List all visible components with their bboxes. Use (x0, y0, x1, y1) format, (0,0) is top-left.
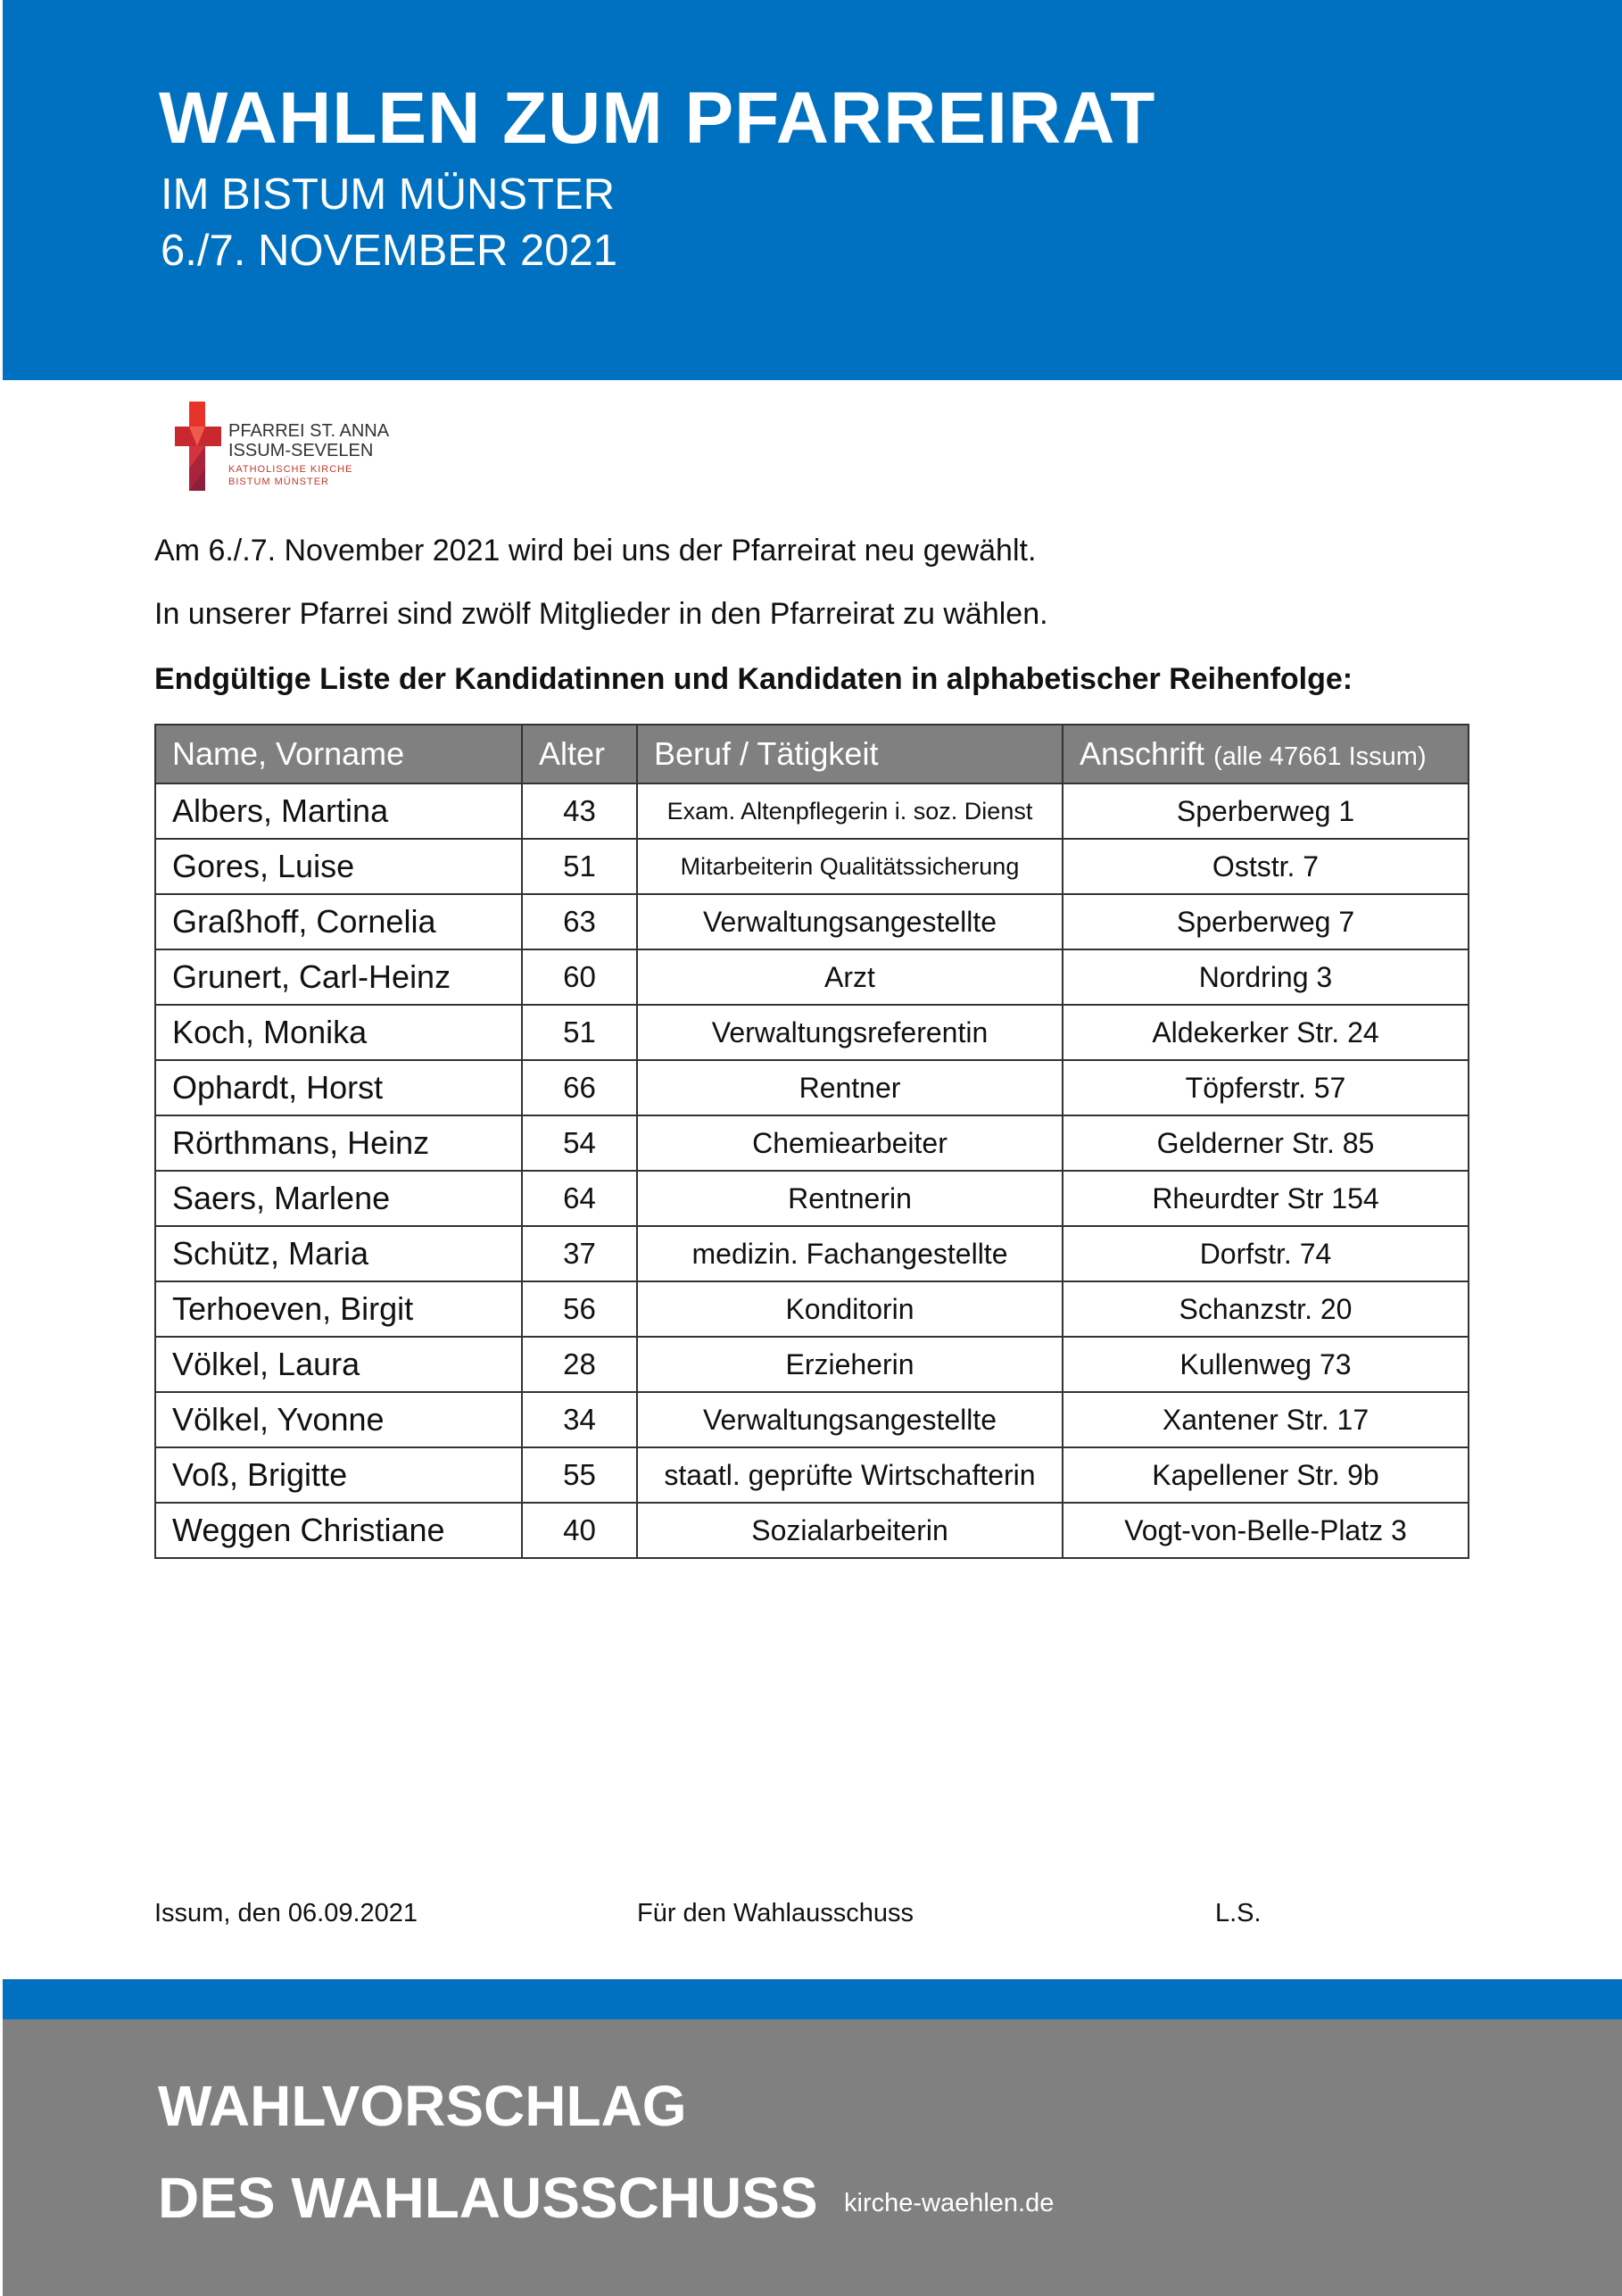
page-subtitle-diocese: IM BISTUM MÜNSTER (161, 170, 616, 219)
footer-committee: Für den Wahlausschuss (637, 1899, 914, 1927)
cell-age: 56 (522, 1281, 637, 1337)
footer-seal: L.S. (1215, 1899, 1262, 1927)
cell-name: Rörthmans, Heinz (155, 1115, 522, 1171)
cell-job: Verwaltungsreferentin (637, 1005, 1063, 1060)
column-header-address (1063, 725, 1469, 783)
cell-age: 51 (522, 1005, 637, 1060)
cell-job: Erzieherin (637, 1337, 1063, 1392)
cell-job: Rentnerin (637, 1171, 1063, 1226)
table-row (155, 949, 1469, 1005)
bottom-blue-band (3, 1979, 1622, 2019)
cell-age: 37 (522, 1226, 637, 1281)
cell-job: Exam. Altenpflegerin i. soz. Dienst (637, 783, 1063, 839)
page-title: WAHLEN ZUM PFARREIRAT (159, 78, 1156, 159)
cross-logo-icon (175, 402, 221, 491)
address-header-note: (alle 47661 Issum) (1213, 742, 1427, 771)
cell-job: Konditorin (637, 1281, 1063, 1337)
cell-age: 51 (522, 839, 637, 894)
cell-name: Ophardt, Horst (155, 1060, 522, 1115)
cell-job: Verwaltungsangestellte (637, 894, 1063, 949)
cell-name: Saers, Marlene (155, 1171, 522, 1226)
cell-job: staatl. geprüfte Wirtschafterin (637, 1447, 1063, 1503)
intro-paragraph-2: In unserer Pfarrei sind zwölf Mitglieder in den Pfarreirat zu wählen. (154, 597, 1048, 631)
cell-job: Arzt (637, 949, 1063, 1005)
column-header-job: Beruf / Tätigkeit (637, 725, 1063, 783)
cell-job: Sozialarbeiterin (637, 1503, 1063, 1558)
intro-paragraph-1: Am 6./.7. November 2021 wird bei uns der Pfarreirat neu gewählt. (154, 534, 1037, 568)
table-row (155, 1337, 1469, 1392)
cell-job: Mitarbeiterin Qualitätssicherung (637, 839, 1063, 894)
logo-diocese: BISTUM MÜNSTER (228, 477, 329, 487)
cell-name: Völkel, Laura (155, 1337, 522, 1392)
cell-name: Grunert, Carl-Heinz (155, 949, 522, 1005)
cell-age: 34 (522, 1392, 637, 1447)
cell-address: Rheurdter Str 154 (1063, 1171, 1469, 1226)
cell-address: Schanzstr. 20 (1063, 1281, 1469, 1337)
cell-job: medizin. Fachangestellte (637, 1226, 1063, 1281)
table-row (155, 1447, 1469, 1503)
cell-name: Koch, Monika (155, 1005, 522, 1060)
table-row (155, 1005, 1469, 1060)
table-row (155, 1503, 1469, 1558)
table-row (155, 1226, 1469, 1281)
cell-address: Kapellener Str. 9b (1063, 1447, 1469, 1503)
logo-parish-location: ISSUM-SEVELEN (228, 441, 374, 460)
table-row (155, 1060, 1469, 1115)
table-row (155, 839, 1469, 894)
cell-job: Chemiearbeiter (637, 1115, 1063, 1171)
bottom-title-line-2: DES WAHLAUSSCHUSS (158, 2166, 818, 2230)
cell-address: Dorfstr. 74 (1063, 1226, 1469, 1281)
cell-age: 63 (522, 894, 637, 949)
cell-address: Xantener Str. 17 (1063, 1392, 1469, 1447)
table-row (155, 1281, 1469, 1337)
logo-church: KATHOLISCHE KIRCHE (228, 464, 353, 475)
logo-parish-name: PFARREI ST. ANNA (228, 421, 390, 441)
page-subtitle-date: 6./7. NOVEMBER 2021 (161, 227, 618, 275)
cell-address: Gelderner Str. 85 (1063, 1115, 1469, 1171)
cell-age: 60 (522, 949, 637, 1005)
table-header-row (155, 725, 1469, 783)
parish-logo (175, 402, 443, 491)
footer-place-date: Issum, den 06.09.2021 (154, 1899, 418, 1927)
cell-name: Terhoeven, Birgit (155, 1281, 522, 1337)
cell-job: Rentner (637, 1060, 1063, 1115)
cell-age: 40 (522, 1503, 637, 1558)
cell-age: 28 (522, 1337, 637, 1392)
list-heading: Endgültige Liste der Kandidatinnen und Kandidaten in alphabetischer Reihenfolge: (154, 662, 1353, 696)
address-header-label: Anschrift (1080, 735, 1205, 772)
cell-address: Kullenweg 73 (1063, 1337, 1469, 1392)
cell-age: 54 (522, 1115, 637, 1171)
cell-name: Voß, Brigitte (155, 1447, 522, 1503)
cell-job: Verwaltungsangestellte (637, 1392, 1063, 1447)
cell-name: Gores, Luise (155, 839, 522, 894)
cell-address: Nordring 3 (1063, 949, 1469, 1005)
cell-address: Sperberweg 7 (1063, 894, 1469, 949)
cell-age: 66 (522, 1060, 637, 1115)
cell-age: 55 (522, 1447, 637, 1503)
table-row (155, 1171, 1469, 1226)
cell-age: 64 (522, 1171, 637, 1226)
cell-address: Töpferstr. 57 (1063, 1060, 1469, 1115)
website-link[interactable]: kirche-waehlen.de (844, 2189, 1055, 2217)
cell-name: Schütz, Maria (155, 1226, 522, 1281)
column-header-name: Name, Vorname (155, 725, 522, 783)
column-header-age: Alter (522, 725, 637, 783)
cell-name: Albers, Martina (155, 783, 522, 839)
cell-age: 43 (522, 783, 637, 839)
cell-address: Oststr. 7 (1063, 839, 1469, 894)
table-row (155, 1115, 1469, 1171)
bottom-grey-banner (3, 2019, 1622, 2296)
header-banner (3, 0, 1622, 380)
cell-name: Graßhoff, Cornelia (155, 894, 522, 949)
table-row (155, 1392, 1469, 1447)
table-row (155, 894, 1469, 949)
bottom-title-line-1: WAHLVORSCHLAG (158, 2074, 687, 2138)
candidate-table (154, 724, 1469, 1559)
table-row (155, 783, 1469, 839)
cell-name: Völkel, Yvonne (155, 1392, 522, 1447)
cell-address: Sperberweg 1 (1063, 783, 1469, 839)
cell-name: Weggen Christiane (155, 1503, 522, 1558)
cell-address: Aldekerker Str. 24 (1063, 1005, 1469, 1060)
cell-address: Vogt-von-Belle-Platz 3 (1063, 1503, 1469, 1558)
